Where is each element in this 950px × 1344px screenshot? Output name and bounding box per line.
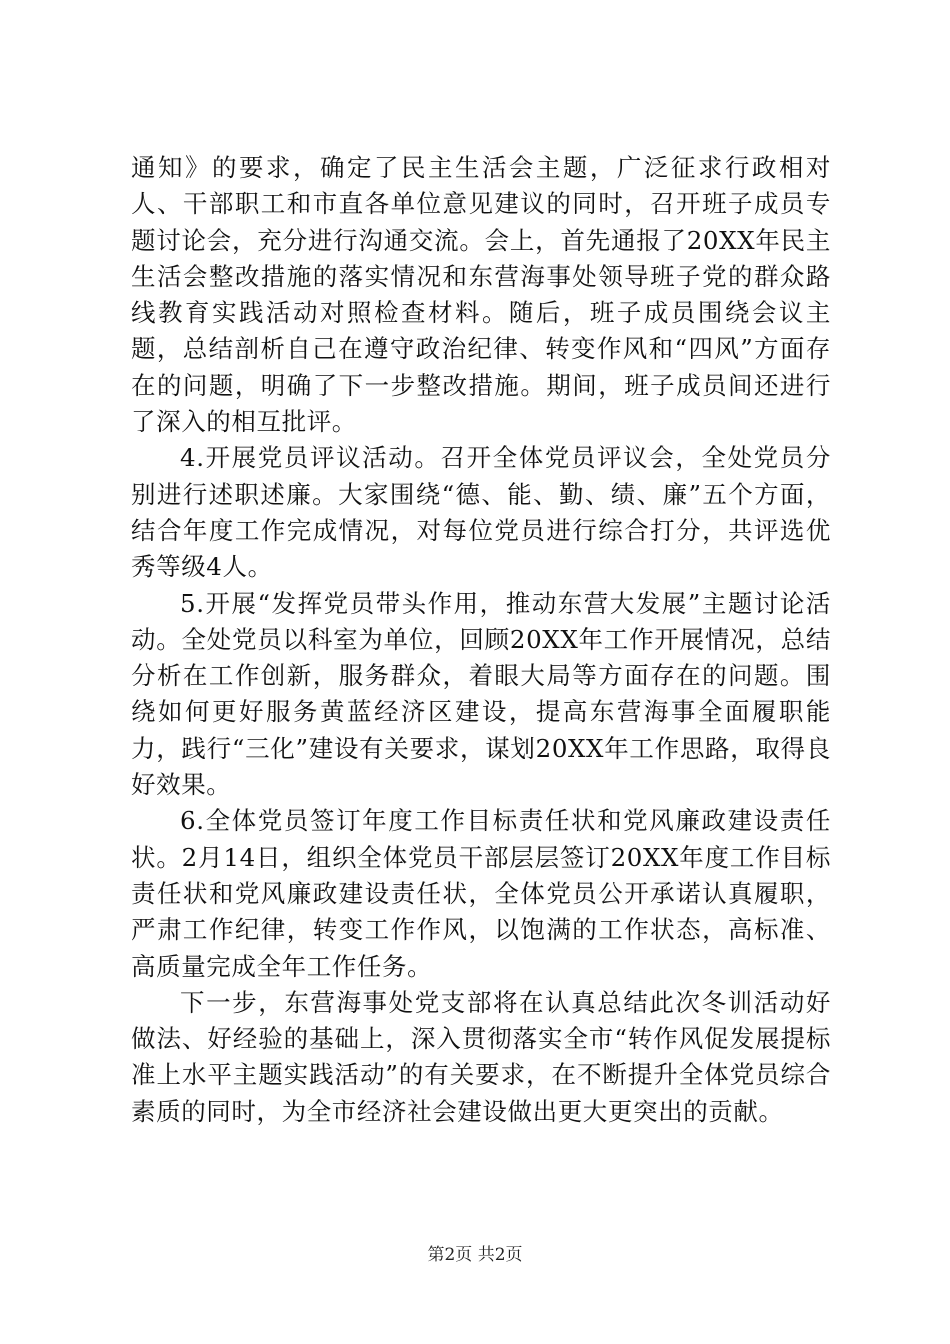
page-footer: 第2页 共2页 bbox=[427, 1245, 523, 1265]
paragraph-next-steps: 下一步，东营海事处党支部将在认真总结此次冬训活动好做法、好经验的基础上，深入贯彻落实全市“转作风促发展提标准上水平主题实践活动”的有关要求，在不断提升全体党员综合素质的同时，为全市经济社会建设做出更大更突出的贡献。 bbox=[131, 987, 831, 1126]
document-body bbox=[131, 150, 831, 1130]
paragraph-item-5: 5.开展“发挥党员带头作用，推动东营大发展”主题讨论活动。全处党员以科室为单位，回顾20XX年工作开展情况，总结分析在工作创新，服务群众，着眼大局等方面存在的问题。围绕如何更好服务黄蓝经济区建设，提高东营海事全面履职能力，践行“三化”建设有关要求，谋划20XX年工作思路，取得良好效果。 bbox=[131, 588, 831, 800]
paragraph-item-4: 4.开展党员评议活动。召开全体党员评议会，全处党员分别进行述职述廉。大家围绕“德、能、勤、绩、廉”五个方面，结合年度工作完成情况，对每位党员进行综合打分，共评选优秀等级4人。 bbox=[131, 443, 831, 582]
paragraph-continuation: 通知》的要求，确定了民主生活会主题，广泛征求行政相对人、干部职工和市直各单位意见建议的同时，召开班子成员专题讨论会，充分进行沟通交流。会上，首先通报了20XX年民主生活会整改措施的落实情况和东营海事处领导班子党的群众路线教育实践活动对照检查材料。随后，班子成员围绕会议主题，总结剖析自己在遵守政治纪律、转变作风和“四风”方面存在的问题，明确了下一步整改措施。期间，班子成员间还进行了深入的相互批评。 bbox=[131, 153, 831, 437]
paragraph-item-6: 6.全体党员签订年度工作目标责任状和党风廉政建设责任状。2月14日，组织全体党员干部层层签订20XX年度工作目标责任状和党风廉政建设责任状，全体党员公开承诺认真履职，严肃工作纪律，转变工作作风，以饱满的工作状态，高标准、高质量完成全年工作任务。 bbox=[131, 806, 831, 981]
